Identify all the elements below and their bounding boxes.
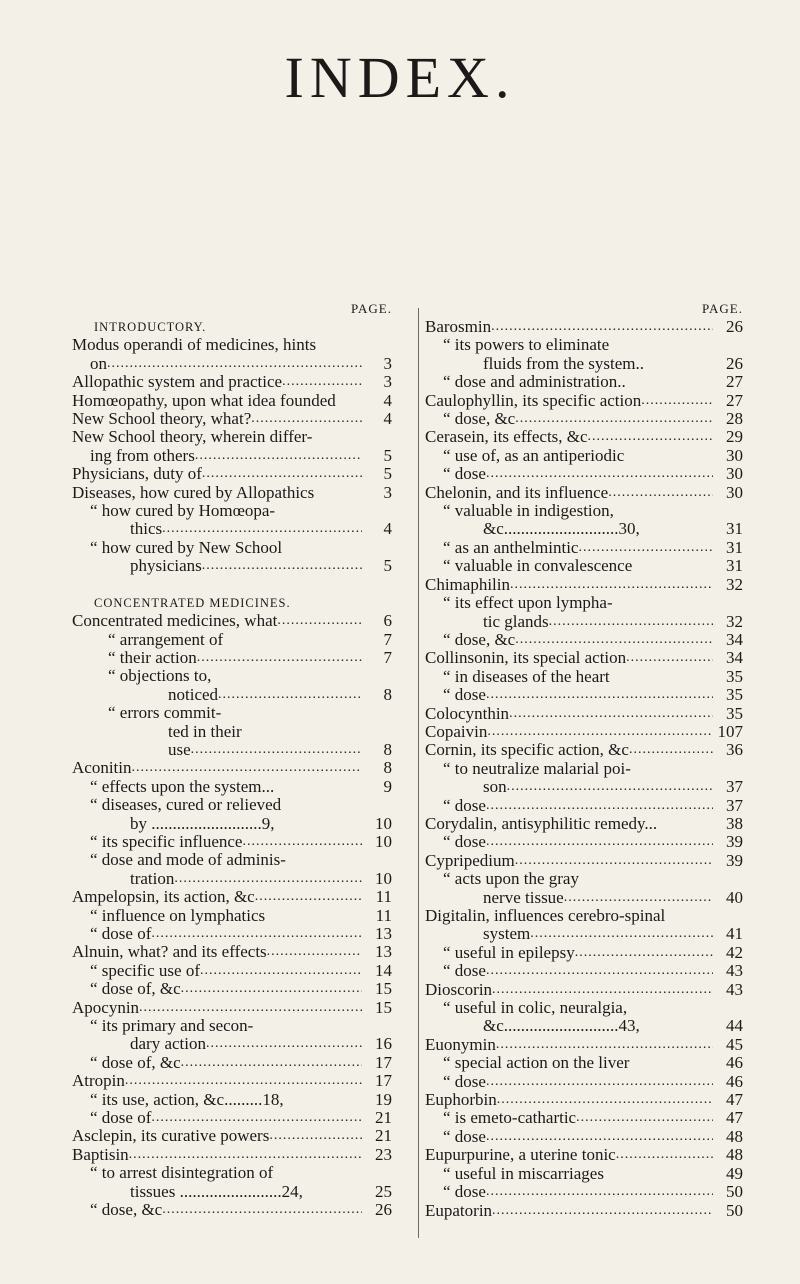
index-entry — [72, 704, 392, 722]
page-number: 6 — [383, 611, 392, 631]
entry-text: Cornin, its specific action, &c ..... — [425, 741, 713, 759]
entry-text: Homœopathy, upon what idea founded — [72, 391, 336, 410]
entry-text: “ dose ..... — [425, 465, 713, 483]
index-entry — [425, 778, 743, 796]
page-number: 35 — [726, 666, 743, 686]
index-entry — [72, 1017, 392, 1035]
page-number: 35 — [726, 703, 743, 723]
entry-text: Corydalin, antisyphilitic remedy... — [425, 814, 658, 833]
entry-text: “ in diseases of the heart — [443, 667, 610, 686]
page-number: 27 — [726, 372, 743, 392]
entry-text: Aconitin ..... — [72, 759, 362, 777]
index-entry — [72, 1072, 392, 1090]
page-number: 48 — [726, 1126, 743, 1146]
entry-text: “ its primary and secon- — [90, 1017, 254, 1036]
entry-text: “ arrangement of — [108, 630, 224, 649]
page-number: 19 — [375, 1089, 392, 1109]
entry-text: ing from others ..... — [72, 447, 362, 465]
page-number: 41 — [726, 924, 743, 944]
entry-text: nerve tissue ..... — [425, 889, 713, 907]
entry-text: “ useful in colic, neuralgia, — [443, 999, 628, 1018]
entries-container — [425, 318, 743, 1220]
entry-text: physicians ..... — [72, 557, 362, 575]
page-number: 10 — [375, 813, 392, 833]
page-number: 26 — [375, 1200, 392, 1220]
entry-text: “ dose ..... — [425, 1128, 713, 1146]
entry-text: son ..... — [425, 778, 713, 796]
index-entry — [425, 999, 743, 1017]
page-number: 9 — [383, 776, 392, 796]
page-number: 5 — [383, 464, 392, 484]
page-number: 32 — [726, 611, 743, 631]
page-number: 14 — [375, 960, 392, 980]
index-entry — [425, 447, 743, 465]
entry-text: Eupurpurine, a uterine tonic ..... — [425, 1146, 713, 1164]
page-number: 4 — [383, 409, 392, 429]
entry-text: “ dose ..... — [425, 686, 713, 704]
index-column-left — [72, 300, 392, 1220]
page-number: 13 — [375, 924, 392, 943]
page-number: 11 — [375, 887, 392, 907]
entry-text: Apocynin ..... — [72, 999, 362, 1017]
entry-text: “ objections to, — [108, 667, 212, 686]
entry-text: “ dose, &c ..... — [72, 1201, 362, 1219]
entry-text: “ its specific influence ..... — [72, 833, 362, 851]
index-entry — [425, 557, 743, 575]
index-entry — [425, 944, 743, 962]
index-entry — [425, 925, 743, 943]
page-number: 50 — [726, 1200, 743, 1220]
index-entry — [425, 576, 743, 594]
entry-text: noticed ..... — [72, 686, 362, 704]
page-number: 37 — [726, 777, 743, 797]
entry-text: “ how cured by New School — [90, 538, 283, 557]
page-number: 43 — [726, 961, 743, 981]
index-entry — [425, 981, 743, 999]
page-number: 30 — [726, 445, 743, 465]
page-number: 26 — [726, 317, 743, 336]
entry-text: “ how cured by Homœopa- — [90, 502, 276, 521]
entry-text: “ specific use of ..... — [72, 962, 362, 980]
entry-text: “ diseases, cured or relieved — [90, 796, 282, 815]
page-number: 3 — [383, 482, 392, 502]
entry-text: “ dose, &c ..... — [425, 410, 713, 428]
entry-text: “ valuable in convalescence — [443, 557, 633, 576]
index-entry — [72, 1183, 392, 1201]
entry-text: Diseases, how cured by Allopathics — [72, 483, 315, 502]
page-number: 49 — [726, 1163, 743, 1183]
index-entry — [72, 1146, 392, 1164]
index-entry — [425, 1054, 743, 1072]
entry-text: “ acts upon the gray — [443, 870, 579, 889]
page-number: 21 — [375, 1108, 392, 1128]
index-entry — [425, 318, 743, 336]
index-entry — [72, 539, 392, 557]
entry-text: “ dose of, &c ..... — [72, 980, 362, 998]
entry-text: New School theory, what? ..... — [72, 410, 362, 428]
page-number: 17 — [375, 1071, 392, 1091]
page-number: 3 — [383, 353, 392, 373]
entry-text: ted in their — [168, 722, 242, 741]
index-entry — [425, 1036, 743, 1054]
index-entry — [72, 870, 392, 888]
page-number: 10 — [375, 868, 392, 888]
page-number: 36 — [726, 740, 743, 760]
entry-text: Chimaphilin ..... — [425, 576, 713, 594]
page-number: 13 — [375, 942, 392, 962]
page-number: 7 — [383, 647, 392, 667]
index-entry — [425, 428, 743, 446]
index-entry — [72, 649, 392, 667]
entries-container — [72, 318, 392, 1220]
entry-text: tissues ........................24, — [130, 1182, 303, 1201]
entry-text: “ to arrest disintegration of — [90, 1164, 274, 1183]
index-entry — [425, 392, 743, 410]
index-entry — [72, 484, 392, 502]
entry-text: Chelonin, and its influence ..... — [425, 484, 713, 502]
entry-text: Dioscorin ..... — [425, 981, 713, 999]
index-entry — [425, 852, 743, 870]
page-number: 30 — [726, 482, 743, 502]
page-number: 31 — [726, 519, 743, 539]
index-entry — [72, 907, 392, 925]
index-entry — [72, 962, 392, 980]
page-number: 15 — [375, 997, 392, 1017]
page-number: 37 — [726, 795, 743, 815]
index-entry — [72, 888, 392, 906]
index-entry — [72, 815, 392, 833]
index-entry — [425, 1202, 743, 1220]
page-number: 32 — [726, 574, 743, 594]
page-number: 17 — [375, 1052, 392, 1072]
index-entry — [72, 392, 392, 410]
index-entry — [72, 447, 392, 465]
page-number: 44 — [726, 1016, 743, 1036]
index-entry — [72, 925, 392, 943]
index-entry — [72, 1127, 392, 1145]
page-number: 48 — [726, 1145, 743, 1165]
entry-text: “ as an anthelmintic ..... — [425, 539, 713, 557]
page-number: 8 — [383, 758, 392, 778]
entry-text: Asclepin, its curative powers ..... — [72, 1127, 362, 1145]
column-divider — [418, 308, 419, 1238]
entry-text: “ special action on the liver — [443, 1054, 630, 1073]
page-number: 39 — [726, 832, 743, 852]
index-entry — [425, 760, 743, 778]
page-number: 46 — [726, 1071, 743, 1091]
index-entry — [72, 980, 392, 998]
page-number: 40 — [726, 887, 743, 907]
index-entry — [425, 484, 743, 502]
index-entry — [425, 741, 743, 759]
index-entry — [425, 336, 743, 354]
entry-text: Ampelopsin, its action, &c ..... — [72, 888, 362, 906]
index-entry — [72, 612, 392, 630]
entry-text: Alnuin, what? and its effects ..... — [72, 943, 362, 961]
entry-text: “ valuable in indigestion, — [443, 502, 614, 521]
index-entry — [72, 1054, 392, 1072]
index-entry — [72, 851, 392, 869]
entry-text: “ dose ..... — [425, 833, 713, 851]
entry-text: fluids from the system.. — [483, 354, 645, 373]
index-entry — [425, 613, 743, 631]
page-number: 38 — [726, 813, 743, 833]
entry-text: “ dose ..... — [425, 1073, 713, 1091]
entry-text: on ..... — [72, 355, 362, 373]
page-number: 35 — [726, 685, 743, 705]
page-number: 4 — [383, 390, 392, 410]
entry-text: Cypripedium ..... — [425, 852, 713, 870]
index-entry — [72, 796, 392, 814]
entry-text: “ their action ..... — [72, 649, 362, 667]
entry-text: “ its use, action, &c.........18, — [90, 1090, 284, 1109]
page-number: 26 — [726, 353, 743, 373]
page-number: 45 — [726, 1034, 743, 1054]
entry-text: “ dose and mode of adminis- — [90, 851, 286, 870]
entry-text: Digitalin, influences cerebro-spinal — [425, 907, 666, 925]
entry-text: “ to neutralize malarial poi- — [443, 759, 631, 778]
index-entry — [72, 833, 392, 851]
index-entry — [425, 502, 743, 520]
entry-text: thics ..... — [72, 520, 362, 538]
page-number: 29 — [726, 427, 743, 447]
section-heading: INTRODUCTORY. — [94, 320, 207, 334]
index-entry — [425, 705, 743, 723]
entry-text: “ errors commit- — [108, 704, 222, 723]
entry-text: Euonymin ..... — [425, 1036, 713, 1054]
entry-text: Caulophyllin, its specific action ..... — [425, 392, 713, 410]
entry-text: “ useful in miscarriages — [443, 1164, 604, 1183]
index-entry — [425, 1073, 743, 1091]
index-entry — [425, 520, 743, 538]
entry-text: “ dose ..... — [425, 1183, 713, 1201]
entry-text: “ is emeto-cathartic ..... — [425, 1109, 713, 1127]
entry-text: &c...........................43, — [483, 1017, 640, 1036]
entry-text: “ dose, &c ..... — [425, 631, 713, 649]
page-number: 28 — [726, 409, 743, 429]
index-entry — [72, 336, 392, 354]
index-entry — [72, 428, 392, 446]
page-number: 25 — [375, 1181, 392, 1201]
index-entry — [72, 410, 392, 428]
entry-text: “ use of, as an antiperiodic — [443, 446, 625, 465]
index-entry — [72, 943, 392, 961]
entry-text: “ dose ..... — [425, 797, 713, 815]
page-number: 39 — [726, 850, 743, 870]
index-entry — [72, 1201, 392, 1219]
page-number: 7 — [383, 629, 392, 649]
index-entry — [425, 1128, 743, 1146]
index-entry — [72, 999, 392, 1017]
index-entry — [425, 465, 743, 483]
entry-text: Colocynthin ..... — [425, 705, 713, 723]
index-entry — [72, 1091, 392, 1109]
page-column-header: PAGE. — [350, 301, 392, 316]
entry-text: “ its powers to eliminate — [443, 336, 610, 355]
index-entry — [425, 723, 743, 741]
index-entry — [72, 667, 392, 685]
page-column-header: PAGE. — [701, 301, 743, 316]
entry-text: “ useful in epilepsy ..... — [425, 944, 713, 962]
page-number: 34 — [726, 629, 743, 649]
page-number: 8 — [383, 684, 392, 704]
page-number: 5 — [383, 445, 392, 465]
entry-text: system ..... — [425, 925, 713, 943]
section-heading: CONCENTRATED MEDICINES. — [94, 595, 291, 610]
index-entry — [72, 686, 392, 704]
page-number: 47 — [726, 1090, 743, 1110]
index-entry — [425, 649, 743, 667]
index-entry — [425, 1017, 743, 1035]
index-entry — [72, 520, 392, 538]
index-entry — [425, 373, 743, 391]
page-number: 31 — [726, 556, 743, 576]
index-entry — [72, 741, 392, 759]
index-entry — [72, 502, 392, 520]
index-entry — [425, 1183, 743, 1201]
entry-text: “ dose of ..... — [72, 925, 362, 943]
page-number: 30 — [726, 464, 743, 484]
index-entry — [425, 686, 743, 704]
index-entry — [425, 631, 743, 649]
index-entry — [425, 594, 743, 612]
page-number: 3 — [383, 372, 392, 392]
index-entry — [425, 1165, 743, 1183]
page-number: 23 — [375, 1144, 392, 1164]
index-entry — [72, 631, 392, 649]
index-entry — [425, 668, 743, 686]
index-entry — [72, 723, 392, 741]
index-entry — [72, 465, 392, 483]
index-entry — [425, 1146, 743, 1164]
index-entry — [425, 1109, 743, 1127]
page-number: 10 — [375, 831, 392, 851]
page-number: 107 — [717, 721, 743, 741]
page-number: 11 — [375, 905, 392, 925]
page-number: 15 — [375, 979, 392, 999]
page-number: 8 — [383, 739, 392, 759]
entry-text: Modus operandi of medicines, hints — [72, 336, 317, 355]
index-entry — [425, 815, 743, 833]
entry-text: “ its effect upon lympha- — [443, 594, 613, 613]
entry-text: Physicians, duty of ..... — [72, 465, 362, 483]
page-number: 50 — [726, 1182, 743, 1202]
index-entry — [425, 870, 743, 888]
page-number: 46 — [726, 1053, 743, 1073]
index-entry — [72, 557, 392, 575]
entry-text: New School theory, wherein differ- — [72, 428, 313, 447]
entry-text: Copaivin ..... — [425, 723, 713, 741]
page-number: 42 — [726, 942, 743, 962]
entry-text: tic glands ..... — [425, 613, 713, 631]
entry-text: use ..... — [72, 741, 362, 759]
index-entry — [72, 373, 392, 391]
entry-text: “ dose and administration.. — [443, 373, 626, 392]
index-entry — [425, 539, 743, 557]
entry-text: dary action ..... — [72, 1035, 362, 1053]
index-entry — [72, 1164, 392, 1182]
index-entry — [425, 833, 743, 851]
index-entry — [425, 907, 743, 925]
index-entry — [425, 962, 743, 980]
index-entry — [72, 1109, 392, 1127]
page-number: 16 — [375, 1034, 392, 1054]
entry-text: Cerasein, its effects, &c ..... — [425, 428, 713, 446]
entry-text: “ dose ..... — [425, 962, 713, 980]
entry-text: “ influence on lymphatics — [90, 906, 266, 925]
index-entry — [72, 759, 392, 777]
index-entry — [72, 355, 392, 373]
index-entry — [425, 889, 743, 907]
page-number: 31 — [726, 537, 743, 557]
page-number: 21 — [375, 1126, 392, 1146]
page-title: INDEX. — [284, 45, 516, 110]
entry-text: Allopathic system and practice ..... — [72, 373, 362, 391]
entry-text: &c...........................30, — [483, 520, 640, 539]
entry-text: Collinsonin, its special action ..... — [425, 649, 713, 667]
page-number: 47 — [726, 1108, 743, 1128]
entry-text: Euphorbin ..... — [425, 1091, 713, 1109]
index-entry — [72, 1035, 392, 1053]
entry-text: Atropin ..... — [72, 1072, 362, 1090]
index-entry — [425, 797, 743, 815]
page-number: 5 — [383, 556, 392, 576]
entry-text: Baptisin ..... — [72, 1146, 362, 1164]
entry-text: Concentrated medicines, what ..... — [72, 612, 362, 630]
index-entry — [72, 778, 392, 796]
entry-text: “ dose of, &c ..... — [72, 1054, 362, 1072]
entry-text: “ effects upon the system... — [90, 777, 275, 796]
entry-text: “ dose of ..... — [72, 1109, 362, 1127]
page-number: 34 — [726, 648, 743, 668]
index-entry — [425, 1091, 743, 1109]
entry-text: tration ..... — [72, 870, 362, 888]
index-entry — [425, 410, 743, 428]
index-column-right — [425, 300, 743, 1220]
entry-text: Eupatorin ..... — [425, 1202, 713, 1220]
page-number: 43 — [726, 979, 743, 999]
page-number: 27 — [726, 390, 743, 410]
entry-text: by ..........................9, — [130, 814, 275, 833]
index-entry — [425, 355, 743, 373]
entry-text: Barosmin ..... — [425, 318, 713, 336]
page-number: 4 — [383, 519, 392, 539]
